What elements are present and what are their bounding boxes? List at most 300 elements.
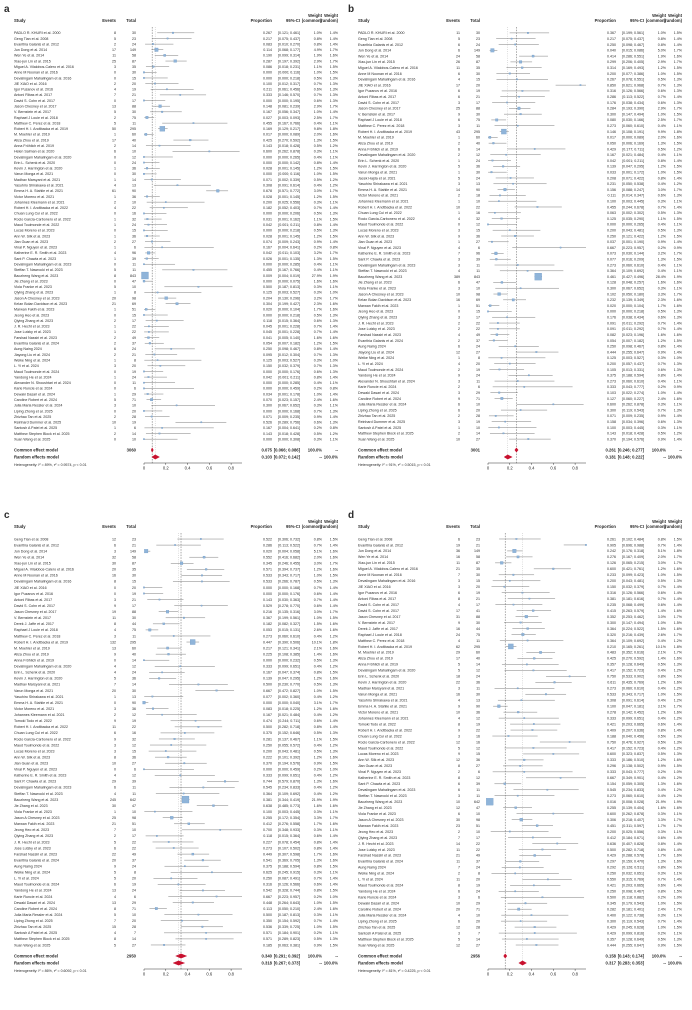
study-name: Jie Zhang et al. 2023 <box>358 280 392 285</box>
study-total: 39 <box>476 257 480 262</box>
study-weight-common: 0.8% <box>657 158 666 163</box>
study-proportion: 0.300 <box>607 112 616 117</box>
study-events: 3 <box>458 734 460 739</box>
study-proportion: 0.242 <box>607 549 616 554</box>
panel-label: c <box>4 510 10 521</box>
study-ci: [0.230; 0.770] <box>278 682 300 687</box>
study-ci: [0.349; 0.901] <box>622 776 644 781</box>
study-total: 30 <box>132 31 136 36</box>
study-ci: [0.187; 0.813] <box>278 912 300 917</box>
study-weight-common: 0.3% <box>313 828 322 833</box>
study-weight-common: 0.8% <box>657 344 666 349</box>
study-ci: [0.015; 0.364] <box>278 318 300 323</box>
study-events: 36 <box>456 549 460 554</box>
study-events: 1 <box>114 694 116 699</box>
random-effects-weight-random: 100.0% <box>667 454 682 460</box>
study-marker <box>505 421 506 422</box>
study-name: Weike Ning et al. 2024 <box>14 870 51 875</box>
study-name: Jun Dong et al. 2014 <box>358 549 392 554</box>
study-weight-random: 1.4% <box>673 37 682 42</box>
study-ci: [0.203; 0.665] <box>622 722 644 727</box>
study-weight-common: 0.7% <box>313 409 322 414</box>
study-name: Kevin J. Harrington et al. 2020 <box>14 166 63 171</box>
study-weight-common: 0.6% <box>657 883 666 888</box>
x-axis-tick-label: 0.2 <box>162 465 169 471</box>
common-effect-ci: [0.291; 0.392] <box>273 953 300 959</box>
study-weight-common: 0.2% <box>657 385 666 390</box>
study-events: 50 <box>112 127 116 132</box>
study-weight-random: 1.2% <box>673 788 682 793</box>
study-total: 21 <box>476 95 480 100</box>
study-weight-common: 0.6% <box>313 882 322 887</box>
header-weight-random-sub: (random) <box>663 18 682 23</box>
study-weight-common: 0.8% <box>313 864 322 869</box>
study-events: 2 <box>458 871 460 876</box>
study-name: Kevin J. Harrington et al. 2020 <box>358 164 407 169</box>
study-marker <box>517 125 518 126</box>
study-marker <box>495 252 498 255</box>
study-marker <box>527 628 529 630</box>
study-weight-common: 0.9% <box>657 240 666 245</box>
study-name: Baozheng Wang et al. 2023 <box>14 273 59 278</box>
study-marker <box>143 156 144 157</box>
study-weight-random: 1.6% <box>329 132 338 137</box>
study-events: 9 <box>458 234 460 239</box>
panel-label: a <box>4 4 10 15</box>
study-weight-random: 1.8% <box>673 129 682 134</box>
study-weight-random: 1.4% <box>673 835 682 840</box>
study-ci: [0.018; 0.428] <box>278 143 300 148</box>
study-total: 36 <box>132 194 136 199</box>
study-name: V. Bernstein et al. 2017 <box>358 112 396 117</box>
study-ci: [0.001; 0.211] <box>278 375 300 380</box>
study-total: 19 <box>476 419 480 424</box>
study-events: 245 <box>110 797 116 802</box>
study-events: 2 <box>458 141 460 146</box>
study-marker <box>531 914 532 915</box>
study-proportion: 0.216 <box>263 610 272 615</box>
study-weight-random: 1.4% <box>673 602 682 607</box>
study-total: 20 <box>476 585 480 590</box>
study-events: 1 <box>114 256 116 261</box>
study-name: Kelan Bolan Davidson et al. 2023 <box>14 302 68 307</box>
study-name: Derek J. Jaffe et al. 2017 <box>14 622 54 627</box>
study-weight-random: 1.1% <box>673 402 682 407</box>
header-events: Events <box>102 18 116 23</box>
study-proportion: 0.054 <box>263 341 272 346</box>
study-proportion: 0.414 <box>607 54 616 59</box>
study-total: 11 <box>132 262 136 267</box>
study-weight-random: 1.6% <box>673 303 682 308</box>
study-ci: [0.038; 0.434] <box>622 100 644 105</box>
study-ci: [0.012; 0.317] <box>278 81 300 86</box>
study-proportion: 0.625 <box>263 870 272 875</box>
study-weight-common: 0.8% <box>313 840 322 845</box>
study-ci: [0.216; 0.439] <box>622 632 644 637</box>
study-weight-common: 0.3% <box>313 290 322 295</box>
study-name: Weike Ning et al. 2024 <box>358 356 395 361</box>
study-weight-common: 0.8% <box>313 725 322 730</box>
study-name: Katherine E. R. Smith et al. 2023 <box>358 776 411 781</box>
study-name: Emma H. A. Stahlie et al. 2021 <box>358 187 407 192</box>
study-name: Dewaki Dasari et al. 2024 <box>14 392 55 397</box>
study-ci: [0.223; 0.957] <box>278 894 300 899</box>
study-proportion: 0.542 <box>263 888 272 893</box>
study-total: 27 <box>476 240 480 245</box>
study-name: Yasuhiro Shirakawa et al. 2021 <box>14 694 64 699</box>
x-axis-tick-label: 0 <box>486 971 490 977</box>
study-name: Sant P. Chawla et al. 2023 <box>358 782 401 787</box>
study-events: 6 <box>458 811 460 816</box>
study-total: 36 <box>132 676 136 681</box>
study-total: 24 <box>476 176 480 181</box>
study-marker <box>517 688 518 689</box>
study-proportion: 0.250 <box>607 871 616 876</box>
study-proportion: 0.225 <box>263 652 272 657</box>
study-name: Yandong He et al. 2024 <box>14 888 52 893</box>
study-weight-random: 1.5% <box>329 537 338 542</box>
study-weight-common: 1.3% <box>657 782 666 787</box>
study-events: 3 <box>114 706 116 711</box>
study-events: 6 <box>114 347 116 352</box>
study-marker <box>534 932 535 933</box>
study-weight-random: 1.5% <box>673 66 682 71</box>
study-weight-common: 0.4% <box>657 182 666 187</box>
study-proportion: 0.600 <box>607 752 616 757</box>
study-marker <box>202 926 204 928</box>
study-name: Karie Runcie et al. 2024 <box>358 385 397 390</box>
random-effects-label: Random effects model <box>14 454 59 460</box>
study-ci: [0.003; 0.093] <box>278 115 300 120</box>
study-total: 24 <box>476 889 480 894</box>
study-name: Reinhard Dummer et al. 2025 <box>358 419 406 424</box>
header-proportion: Proportion <box>250 524 272 529</box>
study-weight-random: 1.6% <box>673 710 682 715</box>
study-marker <box>509 580 510 581</box>
study-weight-common: 0.9% <box>657 414 666 419</box>
study-total: 36 <box>132 755 136 760</box>
study-ci: [0.427; 0.496] <box>622 274 644 279</box>
study-proportion: 0.000 <box>263 767 272 772</box>
study-marker <box>525 902 527 904</box>
study-ci: [0.126; 0.566] <box>622 89 644 94</box>
study-name: Anne M Noonan et al. 2016 <box>358 71 402 76</box>
study-proportion: 0.045 <box>263 324 272 329</box>
study-marker <box>164 54 166 56</box>
study-proportion: 0.286 <box>607 95 616 100</box>
study-marker <box>557 843 558 844</box>
study-ci: [0.169; 0.493] <box>622 66 644 71</box>
study-events: 5 <box>458 164 460 169</box>
study-weight-random: 1.6% <box>329 803 338 808</box>
study-marker <box>513 604 514 605</box>
study-weight-common: 1.7% <box>313 307 322 312</box>
study-weight-common: 0.7% <box>313 364 322 369</box>
study-marker <box>508 644 513 649</box>
x-axis-tick-label: 0.6 <box>206 971 213 977</box>
study-weight-common: 0.8% <box>313 375 322 380</box>
study-weight-random: 1.5% <box>673 889 682 894</box>
study-events: 0 <box>114 98 116 103</box>
study-weight-random: 1.3% <box>673 579 682 584</box>
study-weight-random: 1.4% <box>673 919 682 924</box>
study-events: 2 <box>114 239 116 244</box>
random-effects-weight-random: 100.0% <box>667 960 682 966</box>
study-weight-common: 1.0% <box>313 392 322 397</box>
study-weight-random: 1.3% <box>329 81 338 86</box>
study-proportion: 0.204 <box>263 296 272 301</box>
study-marker <box>143 371 144 372</box>
study-name: Aliza Zhou et al. 2019 <box>358 656 393 661</box>
study-weight-random: 1.5% <box>673 141 682 146</box>
study-ci: [0.004; 0.641] <box>278 245 300 250</box>
study-marker <box>201 575 203 577</box>
study-total: 16 <box>132 731 136 736</box>
study-proportion: 0.167 <box>607 153 616 158</box>
study-proportion: 0.750 <box>607 674 616 679</box>
study-name: Farshad Nassiri et al. 2023 <box>358 332 401 337</box>
study-name: Jiayong Liu et al. 2024 <box>358 350 394 355</box>
study-proportion: 0.333 <box>607 770 616 775</box>
study-ci: [0.197; 0.392] <box>278 59 300 64</box>
study-proportion: 0.250 <box>263 743 272 748</box>
study-name: Zhizhao Tan et al. 2025 <box>14 925 52 930</box>
study-weight-random: 1.7% <box>673 106 682 111</box>
common-effect-ci: [0.246; 0.277] <box>617 447 644 453</box>
study-weight-common: 1.2% <box>313 567 322 572</box>
study-name: Jian Guan et al. 2023 <box>358 240 393 245</box>
study-total: 39 <box>476 782 480 787</box>
study-proportion: 0.429 <box>607 925 616 930</box>
study-events: 1 <box>458 199 460 204</box>
study-total: 27 <box>476 764 480 769</box>
study-name: Matthew Stephen Block et al. 2025 <box>358 937 414 942</box>
study-total: 37 <box>132 341 136 346</box>
study-proportion: 0.375 <box>263 731 272 736</box>
study-weight-random: 1.3% <box>329 93 338 98</box>
study-weight-common: 0.2% <box>313 931 322 936</box>
study-marker <box>502 165 504 167</box>
common-effect-diamond <box>515 448 518 452</box>
study-weight-common: 0.9% <box>313 239 322 244</box>
study-weight-common: 0.5% <box>313 76 322 81</box>
study-total: 21 <box>476 543 480 548</box>
study-events: 1 <box>114 245 116 250</box>
study-weight-common: 1.2% <box>313 676 322 681</box>
study-name: Jie Zhang et al. 2023 <box>358 805 392 810</box>
study-events: 7 <box>458 865 460 870</box>
study-marker <box>161 111 163 113</box>
study-name: Jose Lutzky et al. 2023 <box>358 847 395 852</box>
study-weight-random: 1.4% <box>329 591 338 596</box>
study-marker <box>143 264 144 265</box>
study-total: 30 <box>476 573 480 578</box>
study-marker <box>521 67 523 69</box>
study-events: 12 <box>456 943 460 948</box>
study-events: 1 <box>114 194 116 199</box>
header-weight-common-sub: (common) <box>645 524 666 529</box>
study-name: JIE XIAO et al. 2016 <box>358 83 391 88</box>
study-name: Zhizhao Tan et al. 2025 <box>14 414 52 419</box>
study-total: 16 <box>132 211 136 216</box>
study-events: 62 <box>456 644 460 649</box>
study-weight-random: 1.6% <box>329 706 338 711</box>
study-weight-common: 1.6% <box>657 280 666 285</box>
study-events: 24 <box>456 632 460 637</box>
study-ci: [0.154; 0.592] <box>278 919 300 924</box>
study-proportion: 0.034 <box>263 392 272 397</box>
study-weight-common: 0.6% <box>313 318 322 323</box>
study-weight-random: 1.4% <box>329 597 338 602</box>
study-total: 10 <box>476 425 480 430</box>
study-name: Viola Franke et al. 2023 <box>14 285 52 290</box>
study-weight-random: 1.2% <box>673 776 682 781</box>
study-events: 4 <box>114 183 116 188</box>
study-ci: [0.234; 0.833] <box>278 785 300 790</box>
study-name: Anne M Noonan et al. 2016 <box>14 70 58 75</box>
study-ci: [0.199; 0.561] <box>278 616 300 621</box>
study-proportion: 0.611 <box>607 680 616 685</box>
header-weight-common: Weight <box>308 13 322 18</box>
study-weight-common: 1.0% <box>657 170 666 175</box>
study-weight-random: 1.5% <box>673 257 682 262</box>
study-weight-common: 0.7% <box>313 330 322 335</box>
study-name: Devalingam Mahalingam et al. 2016 <box>358 77 416 82</box>
study-weight-common: 0.8% <box>313 670 322 675</box>
study-proportion: 0.500 <box>263 285 272 290</box>
study-proportion: 0.167 <box>263 110 272 115</box>
header-weight-random-sub: (random) <box>319 524 338 529</box>
study-events: 0 <box>114 279 116 284</box>
study-weight-random: 1.1% <box>673 286 682 291</box>
study-ci: [0.193; 0.390] <box>622 106 644 111</box>
study-ci: [0.245; 0.915] <box>278 870 300 875</box>
study-total: 11 <box>476 124 480 129</box>
study-name: Miguel A. Vilalobos-Calero et al. 2016 <box>14 567 74 572</box>
x-axis-tick-label: 0.6 <box>206 465 213 471</box>
study-weight-common: 1.0% <box>313 616 322 621</box>
study-name: Miguel A. Vilalobos-Calero et al. 2016 <box>358 66 418 71</box>
study-events: 3 <box>458 579 460 584</box>
study-events: 4 <box>458 332 460 337</box>
study-name: David S. Cohn et al. 2017 <box>358 100 399 105</box>
study-name: Kelan Bolan Davidson et al. 2023 <box>358 298 412 303</box>
common-effect-label: Common effect model <box>14 953 58 959</box>
random-effects-weight-random: 100.0% <box>323 454 338 460</box>
study-total: 10 <box>476 913 480 918</box>
study-marker <box>525 615 528 618</box>
study-events: 17 <box>456 608 460 613</box>
study-weight-common: 0.5% <box>313 228 322 233</box>
study-proportion: 0.167 <box>263 426 272 431</box>
study-name: Yandong He et al. 2024 <box>358 373 396 378</box>
study-events: 7 <box>458 251 460 256</box>
study-weight-random: 1.5% <box>673 943 682 948</box>
study-name: M. Moehler et al. 2019 <box>358 135 394 140</box>
study-ci: [0.082; 0.327] <box>278 622 300 627</box>
study-weight-random: 1.3% <box>329 211 338 216</box>
study-ci: [0.034; 0.396] <box>622 419 644 424</box>
study-events: 1 <box>458 158 460 163</box>
study-total: 20 <box>132 876 136 881</box>
study-ci: [0.003; 0.527] <box>622 356 644 361</box>
study-proportion: 0.143 <box>263 431 272 436</box>
study-weight-random: 1.0% <box>329 767 338 772</box>
study-ci: [0.004; 0.019] <box>278 273 300 278</box>
study-total: 6 <box>134 894 136 899</box>
study-events: 1 <box>114 307 116 312</box>
study-name: Robert H. I. Andtbacka et al. 2022 <box>14 206 68 211</box>
study-weight-random: 1.1% <box>673 263 682 268</box>
study-marker <box>528 375 529 376</box>
study-weight-random: 1.3% <box>673 83 682 88</box>
study-name: JIE XIAO et al. 2016 <box>358 585 391 590</box>
study-weight-common: 2.1% <box>313 646 322 651</box>
study-events: 3 <box>458 286 460 291</box>
study-proportion: 0.541 <box>263 858 272 863</box>
study-marker <box>553 813 554 814</box>
study-weight-random: 1.7% <box>329 189 338 194</box>
study-name: Chuan Lung Cui et al. 2022 <box>358 734 402 739</box>
study-proportion: 0.028 <box>263 166 272 171</box>
study-weight-random: 1.5% <box>329 64 338 69</box>
study-events: 17 <box>456 656 460 661</box>
study-weight-random: 1.1% <box>673 379 682 384</box>
study-marker <box>532 729 533 730</box>
study-marker <box>203 787 204 788</box>
study-name: Liping Zhong et al. 2025 <box>14 409 53 414</box>
study-ci: [0.135; 0.316] <box>278 610 300 615</box>
study-name: JIE XIAO et al. 2016 <box>14 585 47 590</box>
study-total: 6 <box>478 385 480 390</box>
study-events: 13 <box>112 646 116 651</box>
study-weight-random: 1.3% <box>673 100 682 105</box>
study-weight-random: 1.3% <box>329 76 338 81</box>
study-marker <box>171 348 172 349</box>
header-weight-random: Weight <box>324 519 338 524</box>
study-weight-common: 0.8% <box>657 728 666 733</box>
study-total: 21 <box>132 597 136 602</box>
study-weight-random: 1.4% <box>329 882 338 887</box>
study-weight-common: 0.7% <box>313 585 322 590</box>
study-marker <box>533 657 535 659</box>
study-ci: [0.000; 0.218] <box>278 313 300 318</box>
study-name: Robert H. I. Andtbacka et al. 2019 <box>14 127 68 132</box>
study-marker <box>145 133 147 135</box>
study-total: 6 <box>478 770 480 775</box>
study-weight-random: 1.7% <box>673 60 682 65</box>
study-weight-random: 1.4% <box>329 543 338 548</box>
study-events: 1 <box>114 234 116 239</box>
study-weight-common: 0.7% <box>657 205 666 210</box>
study-total: 14 <box>132 431 136 436</box>
study-ci: [0.005; 0.140] <box>278 335 300 340</box>
study-events: 16 <box>456 692 460 697</box>
study-weight-common: 0.8% <box>313 160 322 165</box>
study-ci: [0.184; 0.901] <box>278 931 300 936</box>
common-effect-weight-random: -- <box>335 447 338 453</box>
study-events: 9 <box>114 652 116 657</box>
study-events: 1 <box>114 426 116 431</box>
study-weight-random: 1.6% <box>673 298 682 303</box>
study-weight-random: 1.3% <box>329 731 338 736</box>
study-weight-common: 1.0% <box>657 112 666 117</box>
study-name: Vinal P. Nguyen et al. 2023 <box>358 245 402 250</box>
study-weight-common: 1.2% <box>657 758 666 763</box>
study-ci: [0.194; 0.576] <box>622 437 644 442</box>
study-total: 8 <box>134 870 136 875</box>
study-weight-random: 1.1% <box>329 828 338 833</box>
